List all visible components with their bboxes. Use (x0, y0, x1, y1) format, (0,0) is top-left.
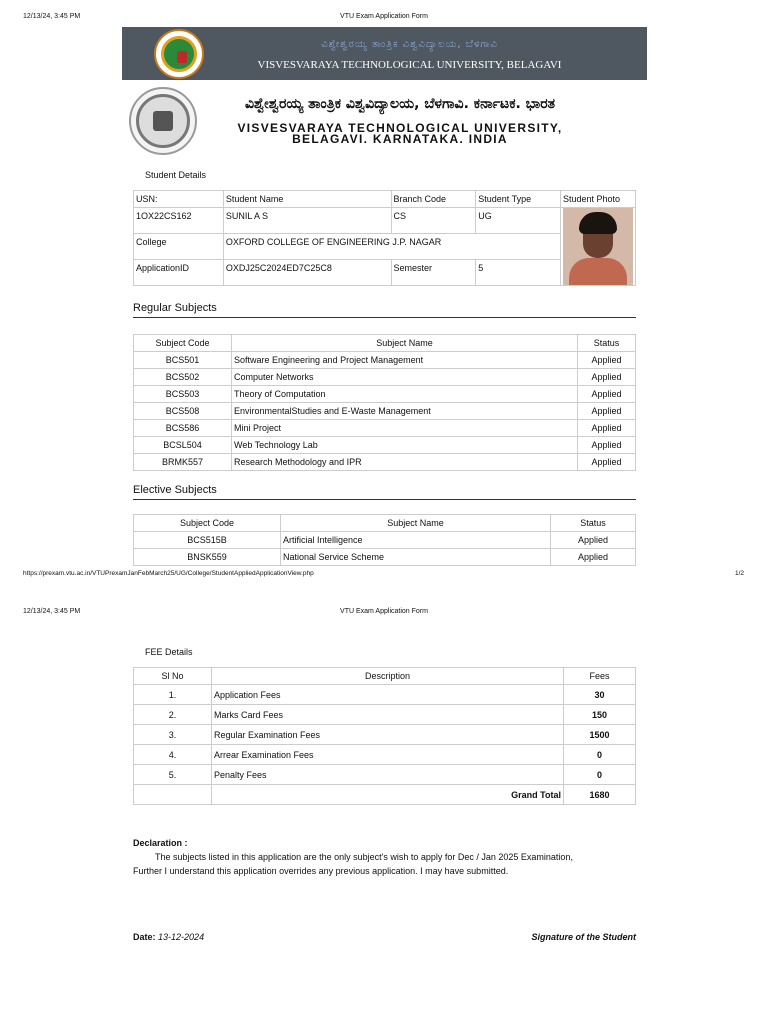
fee-amount: 0 (564, 745, 636, 765)
column-header: Sl No (134, 668, 212, 685)
grand-total-label: Grand Total (212, 785, 564, 805)
print-header-page2 (0, 608, 768, 622)
declaration-title: Declaration : (133, 838, 188, 848)
column-header: Fees (564, 668, 636, 685)
subject-code: BRMK557 (134, 454, 232, 471)
empty-cell (134, 785, 212, 805)
table-row (134, 386, 636, 403)
application-id-label: ApplicationID (134, 260, 224, 286)
application-id-value: OXDJ25C2024ED7C25C8 (223, 260, 391, 286)
subject-code: BCS502 (134, 369, 232, 386)
fee-description: Application Fees (212, 685, 564, 705)
semester-label: Semester (391, 260, 476, 286)
subject-code: BCS503 (134, 386, 232, 403)
table-row (134, 725, 636, 745)
table-row (134, 532, 636, 549)
column-header: Status (551, 515, 636, 532)
print-url: https://prexam.vtu.ac.in/VTUPrexamJanFebMarch25/UG/College/StudentAppliedApplicationView.php (23, 570, 314, 577)
fee-sl-no: 5. (134, 765, 212, 785)
subject-name: Artificial Intelligence (281, 532, 551, 549)
signature-label: Signature of the Student (531, 932, 636, 942)
subject-name: Theory of Computation (232, 386, 578, 403)
subject-name: Computer Networks (232, 369, 578, 386)
subject-name: Mini Project (232, 420, 578, 437)
student-name-value: SUNIL A S (223, 208, 391, 234)
vtu-logo-icon (154, 29, 204, 79)
subject-status: Applied (578, 386, 636, 403)
fee-amount: 1500 (564, 725, 636, 745)
column-header: Description (212, 668, 564, 685)
student-photo (560, 208, 635, 286)
column-header: Subject Name (281, 515, 551, 532)
fee-sl-no: 4. (134, 745, 212, 765)
fee-description: Arrear Examination Fees (212, 745, 564, 765)
student-details-label: Student Details (145, 170, 207, 180)
semester-value: 5 (476, 260, 561, 286)
subject-code: BCS508 (134, 403, 232, 420)
table-row (134, 685, 636, 705)
subject-name: Web Technology Lab (232, 437, 578, 454)
college-label: College (134, 234, 224, 260)
subject-name: Research Methodology and IPR (232, 454, 578, 471)
subject-code: BNSK559 (134, 549, 281, 566)
fee-amount: 30 (564, 685, 636, 705)
college-value: OXFORD COLLEGE OF ENGINEERING J.P. NAGAR (223, 234, 560, 260)
usn-label: USN: (134, 191, 224, 208)
subject-status: Applied (578, 454, 636, 471)
declaration (133, 836, 636, 878)
table-row (134, 420, 636, 437)
table-row (134, 437, 636, 454)
column-header: Subject Code (134, 335, 232, 352)
student-details-table (133, 190, 636, 286)
fee-sl-no: 3. (134, 725, 212, 745)
column-header: Subject Code (134, 515, 281, 532)
subject-status: Applied (551, 549, 636, 566)
elective-subjects-title: Elective Subjects (133, 484, 636, 500)
subject-status: Applied (578, 352, 636, 369)
table-row (134, 369, 636, 386)
fee-description: Regular Examination Fees (212, 725, 564, 745)
table-row (134, 352, 636, 369)
student-type-label: Student Type (476, 191, 561, 208)
print-title: VTU Exam Application Form (340, 13, 428, 20)
signature-row (133, 932, 636, 942)
print-title: VTU Exam Application Form (340, 608, 428, 615)
student-photo-label: Student Photo (560, 191, 635, 208)
banner-english-title: VISVESVARAYA TECHNOLOGICAL UNIVERSITY, BELAGAVI (257, 59, 562, 71)
fee-amount: 0 (564, 765, 636, 785)
grand-total-value: 1680 (564, 785, 636, 805)
fee-description: Marks Card Fees (212, 705, 564, 725)
table-row (134, 705, 636, 725)
print-datetime: 12/13/24, 3:45 PM (23, 608, 81, 615)
table-row (134, 403, 636, 420)
column-header: Subject Name (232, 335, 578, 352)
branch-code-value: CS (391, 208, 476, 234)
fee-description: Penalty Fees (212, 765, 564, 785)
subject-status: Applied (578, 420, 636, 437)
grand-total-row (134, 785, 636, 805)
elective-subjects-table (133, 514, 636, 566)
student-type-value: UG (476, 208, 561, 234)
column-header: Status (578, 335, 636, 352)
fee-sl-no: 1. (134, 685, 212, 705)
banner-kannada-title: ವಿಶ್ವೇಶ್ವರಯ್ಯ ತಾಂತ್ರಿಕ ವಿಶ್ವವಿದ್ಯಾಲಯ, ಬೆಳಗಾವಿ (321, 39, 498, 50)
fee-details-table (133, 667, 636, 805)
regular-subjects-title: Regular Subjects (133, 302, 636, 318)
table-row (134, 745, 636, 765)
date-value: 13-12-2024 (158, 932, 205, 942)
vtu-emblem-icon (129, 87, 197, 155)
heading-kannada: ವಿಶ್ವೇಶ್ವರಯ್ಯ ತಾಂತ್ರಿಕ ವಿಶ್ವವಿದ್ಯಾಲಯ, ಬೆಳಗಾವಿ. ಕರ್ನಾಟಕ. ಭಾರತ (244, 96, 556, 112)
regular-subjects-table (133, 334, 636, 471)
print-page-number: 1/2 (734, 570, 744, 577)
print-header (0, 13, 768, 27)
subject-code: BCS586 (134, 420, 232, 437)
fee-sl-no: 2. (134, 705, 212, 725)
table-row (134, 549, 636, 566)
fee-amount: 150 (564, 705, 636, 725)
heading-english-line1: VISVESVARAYA TECHNOLOGICAL UNIVERSITY, (237, 121, 563, 135)
subject-name: EnvironmentalStudies and E-Waste Management (232, 403, 578, 420)
declaration-line2: Further I understand this application overrides any previous application. I may have submitted. (133, 866, 509, 876)
print-datetime: 12/13/24, 3:45 PM (23, 13, 81, 20)
date-label: Date: (133, 932, 156, 942)
declaration-line1: The subjects listed in this application are the only subject's wish to apply for Dec / Jan 2025 Examination, (155, 852, 573, 862)
subject-status: Applied (578, 437, 636, 454)
table-row (134, 765, 636, 785)
subject-code: BCSL504 (134, 437, 232, 454)
subject-name: National Service Scheme (281, 549, 551, 566)
subject-code: BCS501 (134, 352, 232, 369)
heading-english-line2: BELAGAVI. KARNATAKA. INDIA (292, 132, 508, 146)
subject-status: Applied (551, 532, 636, 549)
subject-status: Applied (578, 369, 636, 386)
usn-value: 1OX22CS162 (134, 208, 224, 234)
branch-code-label: Branch Code (391, 191, 476, 208)
fee-details-label: FEE Details (145, 647, 193, 657)
subject-status: Applied (578, 403, 636, 420)
subject-code: BCS515B (134, 532, 281, 549)
university-banner (122, 27, 647, 80)
student-name-label: Student Name (223, 191, 391, 208)
table-row (134, 454, 636, 471)
subject-name: Software Engineering and Project Management (232, 352, 578, 369)
